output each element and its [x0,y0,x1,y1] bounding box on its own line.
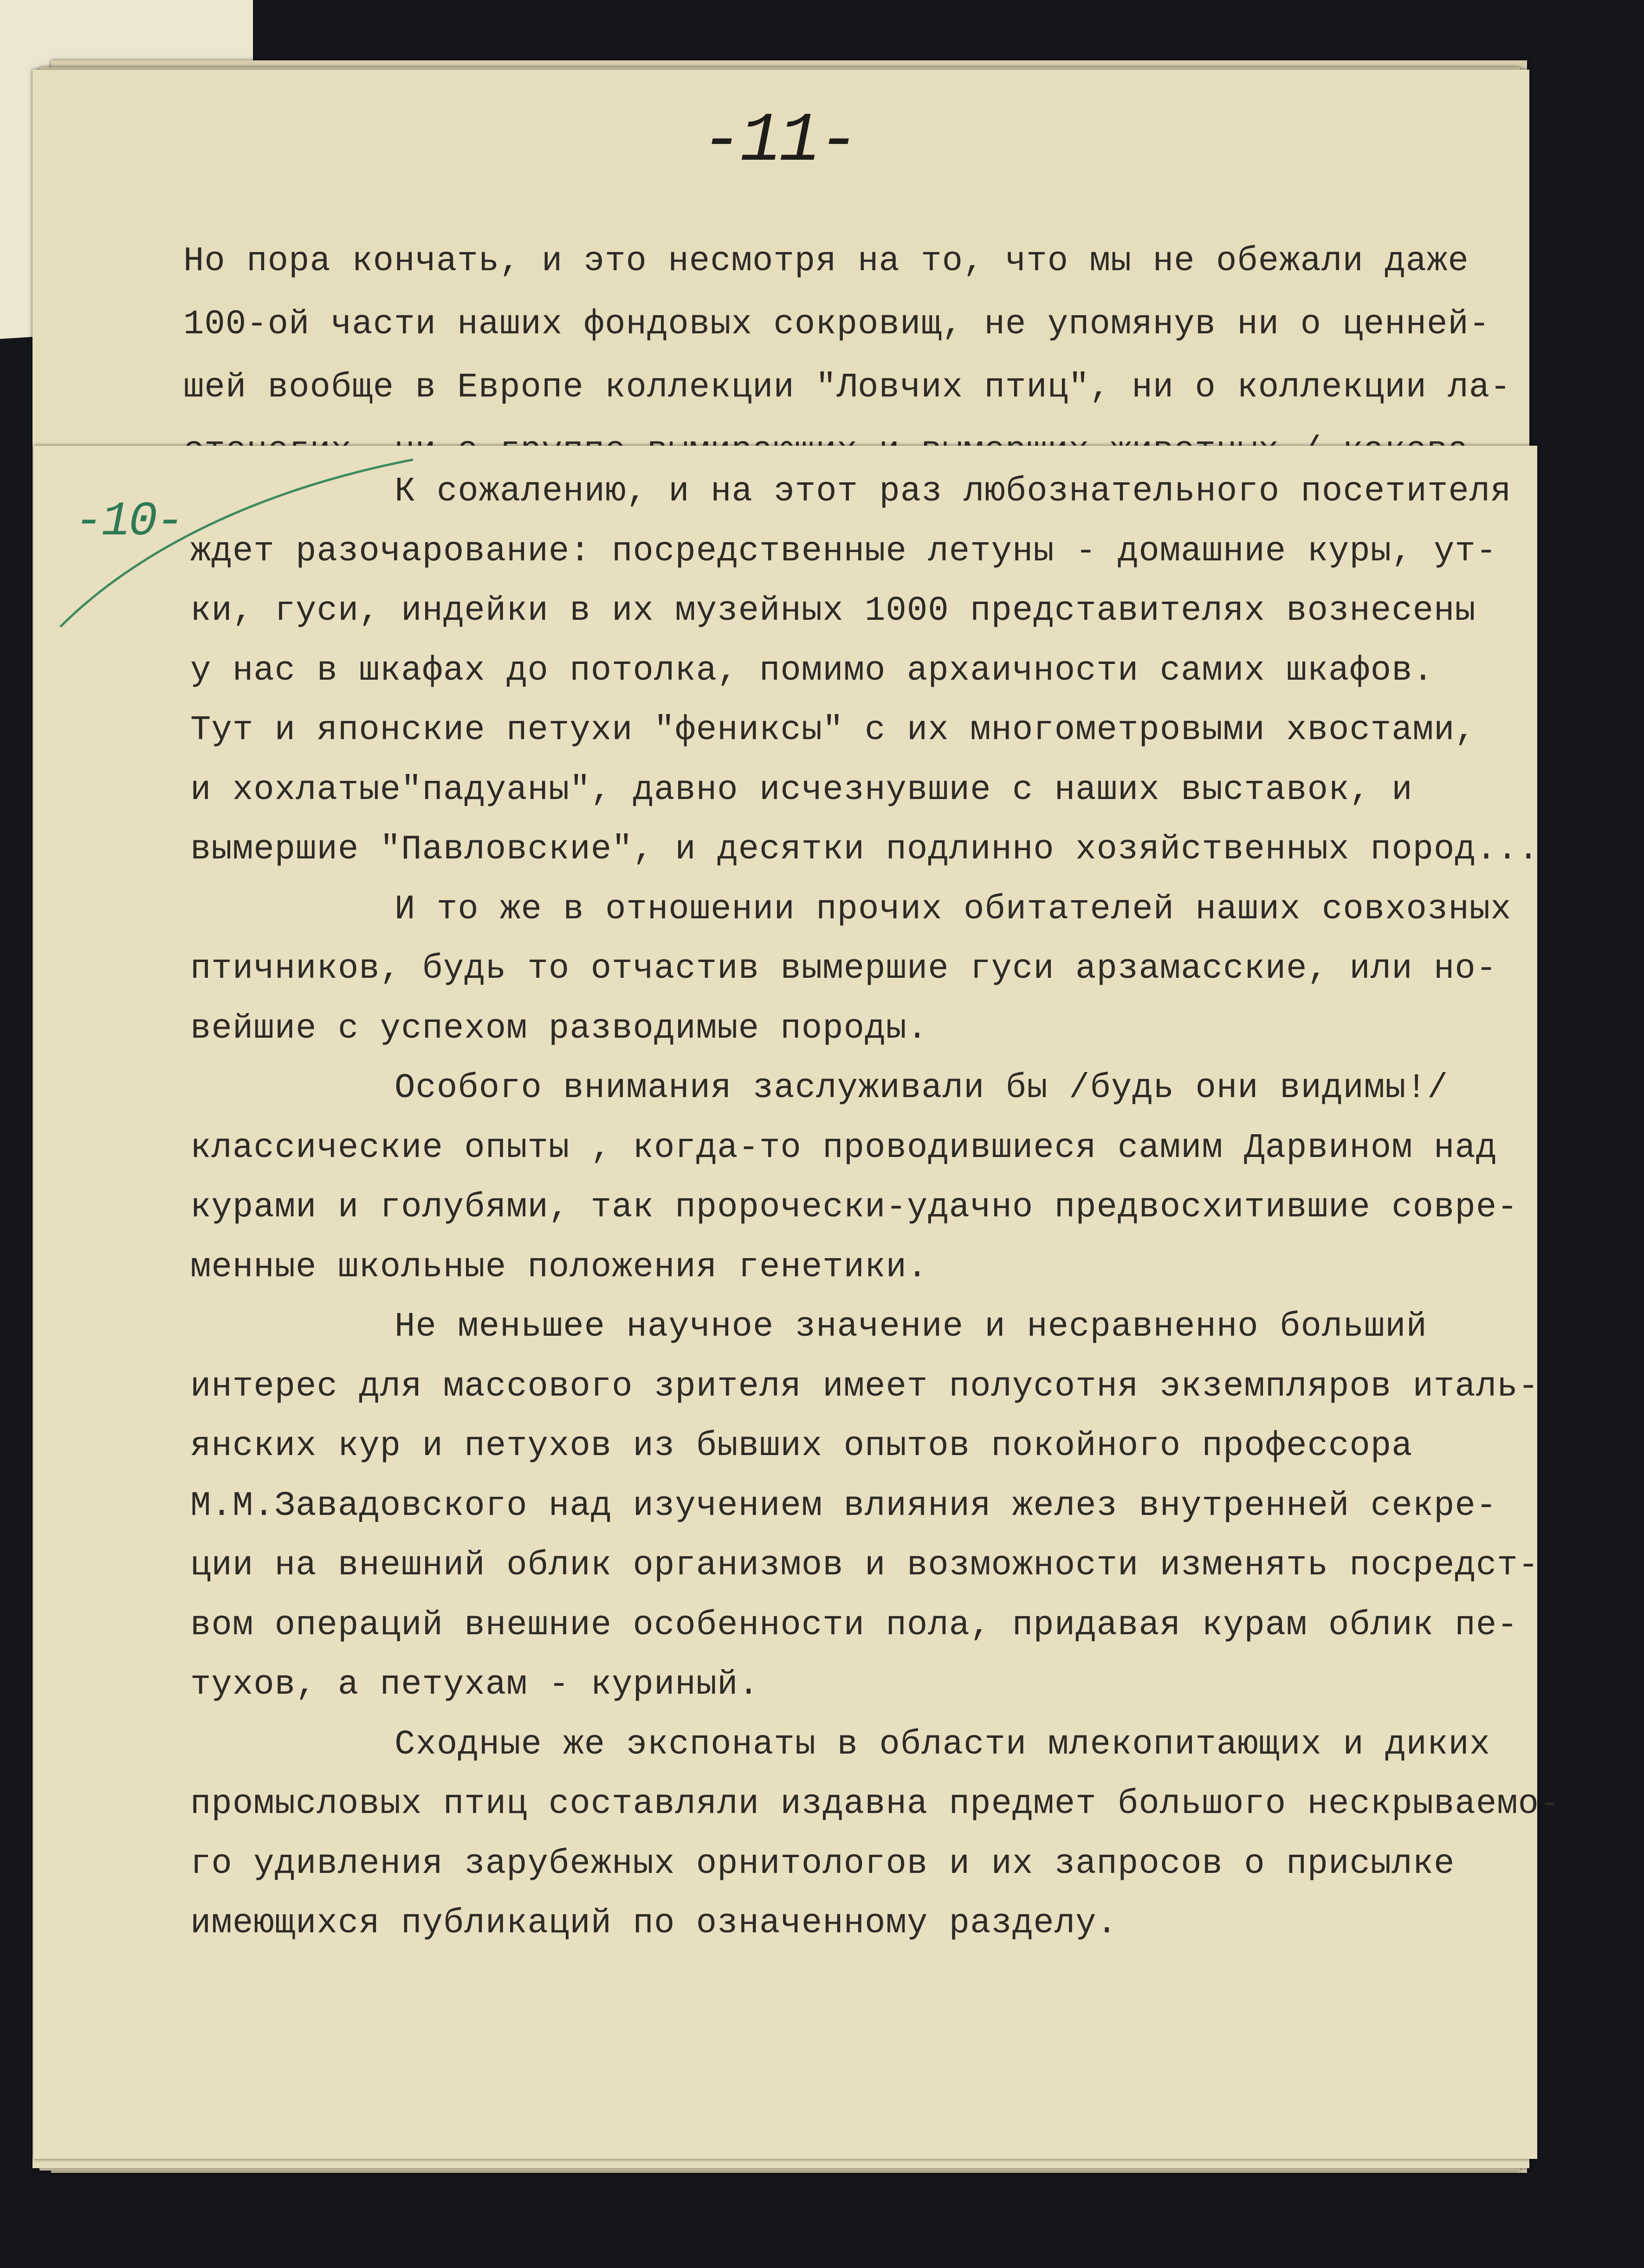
page-number-handwritten: -10- [74,494,183,549]
text-line: Не меньшее научное значение и несравненно больший [395,1307,1427,1346]
text-line: К сожалению, и на этот раз любознательного посетителя [395,472,1512,511]
text-line: тухов, а петухам - куриный. [190,1665,759,1704]
page-number-upper: -11- [701,102,857,181]
text-line: менные школьные положения генетики. [190,1248,928,1287]
text-line: промысловых птиц составляли издавна предмет большого нескрываемо- [190,1785,1560,1824]
text-line: классические опыты , когда-то проводившиеся самим Дарвином над [190,1128,1497,1168]
text-line: у нас в шкафах до потолка, помимо архаичности самих шкафов. [190,651,1434,690]
text-line: птичников, будь то отчастив вымершие гуси арзамасские, или но- [190,949,1497,988]
text-line: Тут и японские петухи "фениксы" с их многометровыми хвостами, [190,711,1476,750]
text-line: имеющихся публикаций по означенному разделу. [190,1904,1118,1943]
text-line: вымершие "Павловские", и десятки подлинно хозяйственных пород... [190,830,1540,869]
text-line: Особого внимания заслуживали бы /будь они видимы!/ [395,1069,1449,1108]
text-line: 100-ой части наших фондовых сокровищ, не упомянув ни о ценней- [183,305,1490,344]
text-line: вейшие с успехом разводимые породы. [190,1009,928,1048]
text-line: интерес для массового зрителя имеет полусотня экземпляров италь- [190,1367,1540,1406]
text-line: янских кур и петухов из бывших опытов покойного профессора [190,1427,1413,1466]
text-line: вом операций внешние особенности пола, придавая курам облик пе- [190,1605,1518,1645]
text-line: шей вообще в Европе коллекции "Ловчих птиц", ни о коллекции ла- [183,368,1511,407]
text-line: ждет разочарование: посредственные летуны - домашние куры, ут- [190,532,1497,571]
text-line: и хохлатые"падуаны", давно исчезнувшие с наших выставок, и [190,770,1413,810]
text-line: курами и голубями, так пророчески-удачно предвосхитившие совре- [190,1188,1518,1227]
text-line: И то же в отношении прочих обитателей наших совхозных [395,890,1512,929]
upper-sheet-text [183,230,1511,443]
front-sheet-text [190,462,1560,1954]
text-line: Сходные же экспонаты в области млекопитающих и диких [395,1725,1491,1764]
text-line: го удивления зарубежных орнитологов и их запросов о присылке [190,1844,1455,1884]
text-line: ки, гуси, индейки в их музейных 1000 представителях вознесены [190,591,1476,630]
text-line: Но пора кончать, и это несмотря на то, что мы не обежали даже [183,242,1469,281]
text-line: М.М.Завадовского над изучением влияния желез внутренней секре- [190,1486,1497,1526]
text-line: ции на внешний облик организмов и возможности изменять посредст- [190,1546,1540,1585]
